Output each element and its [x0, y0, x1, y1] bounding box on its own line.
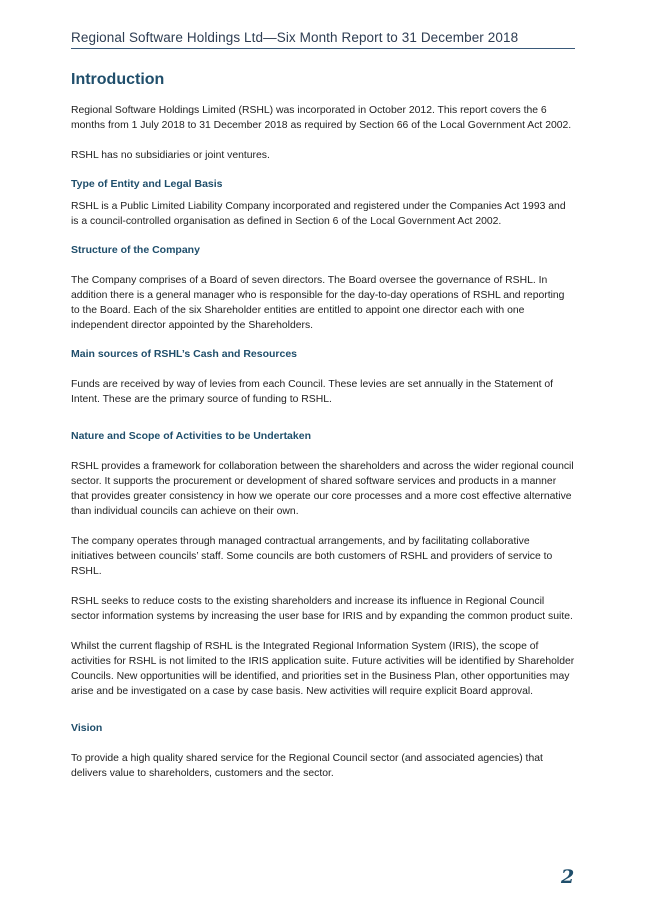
structure-paragraph: The Company comprises of a Board of seven directors. The Board oversee the governance of RSHL. In addition there is a general manager who is responsible for the day-to-day operations of RSHL and reporting to the Board. Each of the six Shareholder entities are entitled to appoint one director each with one independent director appointed by the Shareholders.	[71, 275, 565, 331]
document-body	[71, 72, 575, 781]
page-number: 2	[561, 866, 575, 888]
heading-entity-type: Type of Entity and Legal Basis	[71, 178, 223, 190]
entity-paragraph: RSHL is a Public Limited Liability Company incorporated and registered under the Companies Act 1993 and is a council-controlled organisation as defined in Section 6 of the Local Government Act 2002.	[71, 201, 566, 227]
heading-vision: Vision	[71, 722, 103, 734]
heading-introduction: Introduction	[71, 71, 165, 88]
intro-paragraph-2: RSHL has no subsidiaries or joint ventures.	[71, 150, 270, 161]
heading-structure: Structure of the Company	[71, 244, 200, 256]
page-header: Regional Software Holdings Ltd—Six Month Report to 31 December 2018	[71, 30, 575, 49]
nature-paragraph-2: The company operates through managed contractual arrangements, and by facilitating collaborative initiatives between councils’ staff. Some councils are both customers of RSHL and providers of service to RSHL.	[71, 536, 553, 577]
nature-paragraph-1: RSHL provides a framework for collaboration between the shareholders and across the wider regional council sector. It supports the procurement or development of shared software services and products in a manner that provides greater consistency in how we operate our core processes and a more cost effective alternative than individual councils can achieve on their own.	[71, 461, 574, 517]
heading-nature-scope: Nature and Scope of Activities to be Undertaken	[71, 430, 311, 442]
vision-paragraph: To provide a high quality shared service for the Regional Council sector (and associated agencies) that delivers value to shareholders, customers and the sector.	[71, 753, 543, 779]
nature-paragraph-3: RSHL seeks to reduce costs to the existing shareholders and increase its influence in Regional Council sector information systems by increasing the user base for IRIS and by expanding the common product suite.	[71, 596, 573, 622]
sources-paragraph: Funds are received by way of levies from each Council. These levies are set annually in the Statement of Intent. These are the primary source of funding to RSHL.	[71, 379, 554, 405]
nature-paragraph-4: Whilst the current flagship of RSHL is the Integrated Regional Information System (IRIS), the scope of activities for RSHL is not limited to the IRIS application suite. Future activities will be identified by Shareholder Councils. New opportunities will be identified, and priorities set in the Business Plan, other opportunities may arise and be investigated on a case by case basis. New activities will require explicit Board approval.	[71, 641, 575, 697]
intro-paragraph-1: Regional Software Holdings Limited (RSHL) was incorporated in October 2012. This report covers the 6 months from 1 July 2018 to 31 December 2018 as required by Section 66 of the Local Government Act 2002.	[71, 105, 572, 131]
heading-cash-resources: Main sources of RSHL’s Cash and Resources	[71, 348, 298, 360]
